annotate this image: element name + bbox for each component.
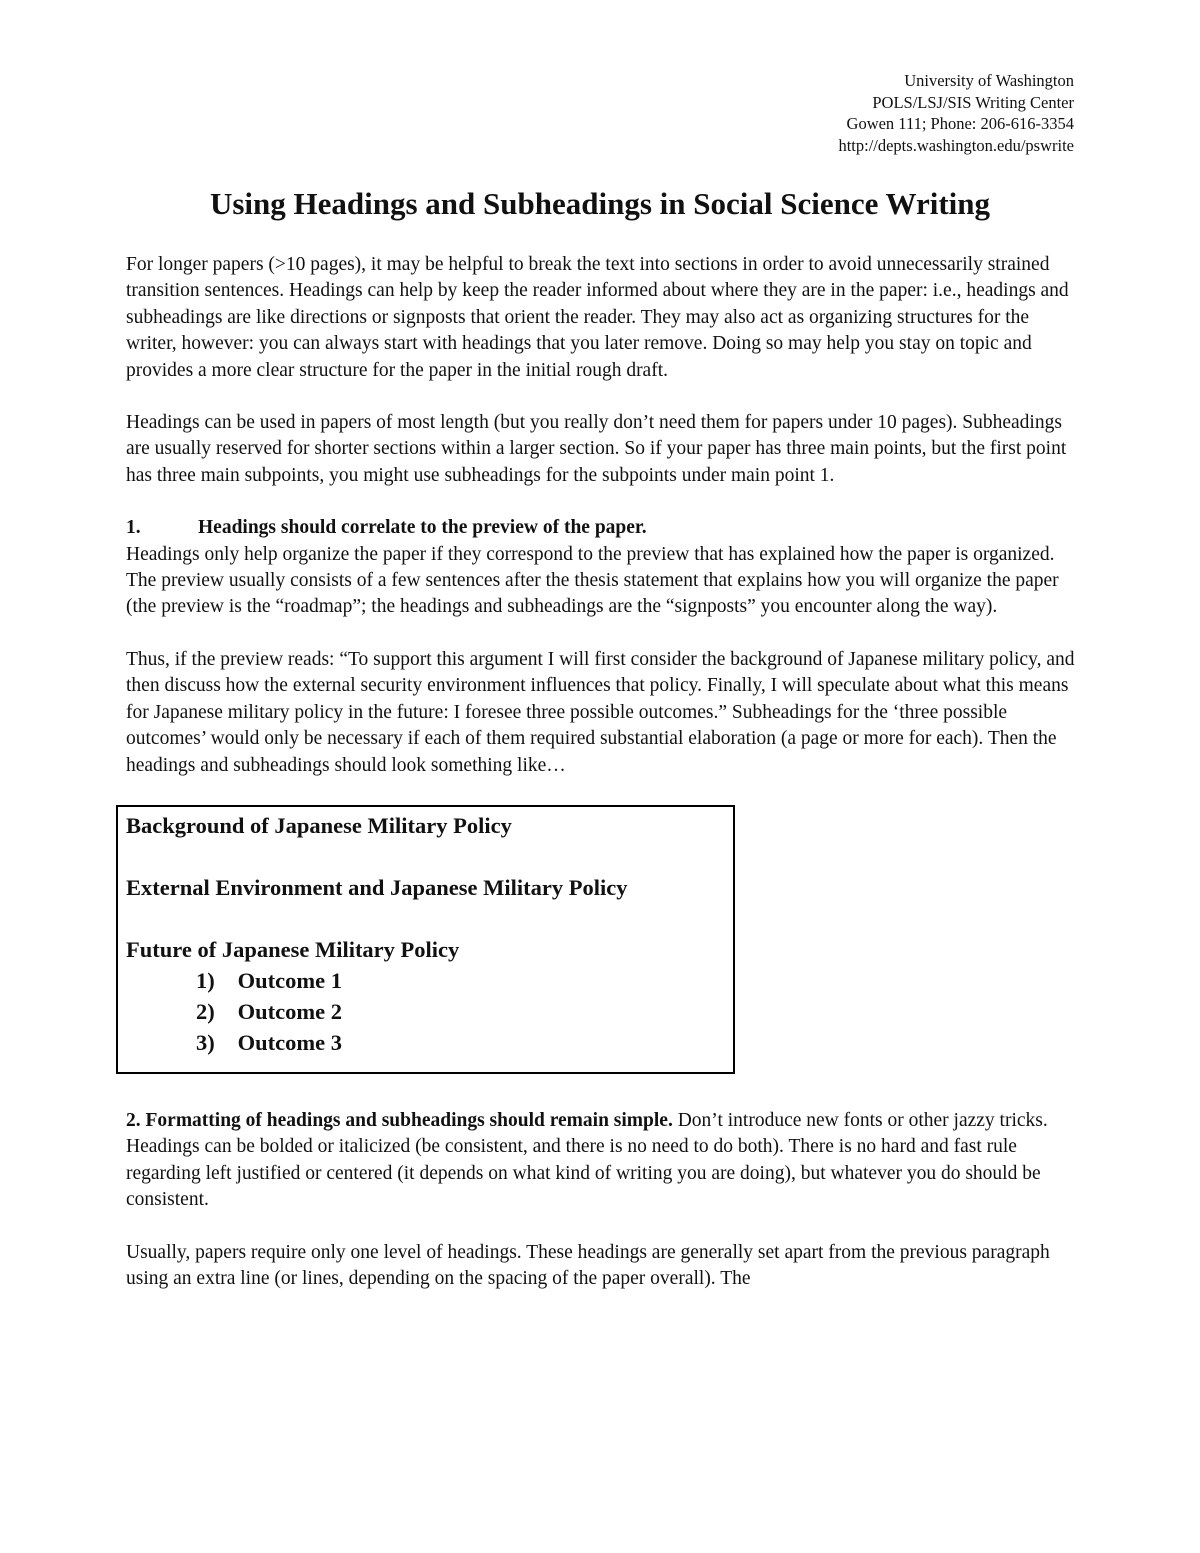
subheading-number: 3) (196, 1029, 215, 1055)
subheading-label: Outcome 3 (237, 1029, 342, 1055)
formatting-text: Don’t introduce new fonts or other jazzy tricks. Headings can be bolded or italicized (be consistent, and there is no need to do both). There is no hard and fast rule regarding left justified or centered (it depends on what kind of writing you are doing), but whatever you do should be consistent. (126, 1109, 1048, 1211)
document-body (126, 252, 1076, 1318)
example-subheading (126, 965, 725, 996)
header-contact: Gowen 111; Phone: 206-616-3354 (846, 114, 1074, 133)
page-title: Using Headings and Subheadings in Social Science Writing (209, 186, 991, 221)
section-1-heading (126, 515, 1076, 541)
section-1-title: Headings should correlate to the preview of the paper. (198, 517, 647, 539)
example-subheading (126, 1027, 725, 1058)
formatting-paragraph (126, 1108, 1076, 1214)
usage-paragraph: Headings can be used in papers of most length (but you really don’t need them for papers under 10 pages). Subheadings are usually reserved for shorter sections within a larger section. So if your paper has three main points, but the first point has three main subpoints, you might use subheadings for the subpoints under main point 1. (126, 412, 1067, 486)
header-university: University of Washington (904, 71, 1074, 90)
institution-header (838, 70, 1074, 156)
subheading-label: Outcome 1 (237, 967, 342, 993)
preview-paragraph: Headings only help organize the paper if they correspond to the preview that has explained how the paper is organized. The preview usually consists of a few sentences after the thesis statement that explains how you will organize the paper (the preview is the “roadmap”; the headings and subheadings are the “signposts” you encounter along the way). (126, 543, 1059, 618)
example-heading-future: Future of Japanese Military Policy (126, 936, 460, 962)
intro-paragraph: For longer papers (>10 pages), it may be helpful to break the text into sections in order to avoid unnecessarily strained transition sentences. Headings can help by keep the reader informed about where they are in the paper: i.e., headings and subheadings are like directions or signposts that orient the reader. They may also act as organizing structures for the writer, however: you can always start with headings that you later remove. Doing so may help you stay on topic and provides a more clear structure for the paper in the initial rough draft. (126, 254, 1069, 381)
subheading-number: 1) (196, 967, 215, 993)
example-heading-background: Background of Japanese Military Policy (126, 812, 512, 838)
levels-paragraph: Usually, papers require only one level of headings. These headings are generally set apart from the previous paragraph using an extra line (or lines, depending on the spacing of the paper overall). The (126, 1241, 1050, 1289)
subheading-number: 2) (196, 998, 215, 1024)
section-2-heading: 2. Formatting of headings and subheadings should remain simple. (126, 1109, 673, 1131)
example-paragraph: Thus, if the preview reads: “To support this argument I will first consider the background of Japanese military policy, and then discuss how the external security environment influences that policy. Finally, I will speculate about what this means for Japanese military policy in the future: I foresee three possible outcomes.” Subheadings for the ‘three possible outcomes’ would only be necessary if each of them required substantial elaboration (a page or more for each). Then the headings and subheadings should look something like… (126, 648, 1075, 776)
example-heading-external: External Environment and Japanese Military Policy (126, 874, 628, 900)
subheading-label: Outcome 2 (237, 998, 342, 1024)
example-subheading (126, 996, 725, 1027)
section-1-number: 1. (126, 517, 141, 539)
header-writing-center: POLS/LSJ/SIS Writing Center (872, 92, 1074, 112)
example-headings-box (116, 805, 735, 1074)
header-url: http://depts.washington.edu/pswrite (838, 135, 1074, 155)
